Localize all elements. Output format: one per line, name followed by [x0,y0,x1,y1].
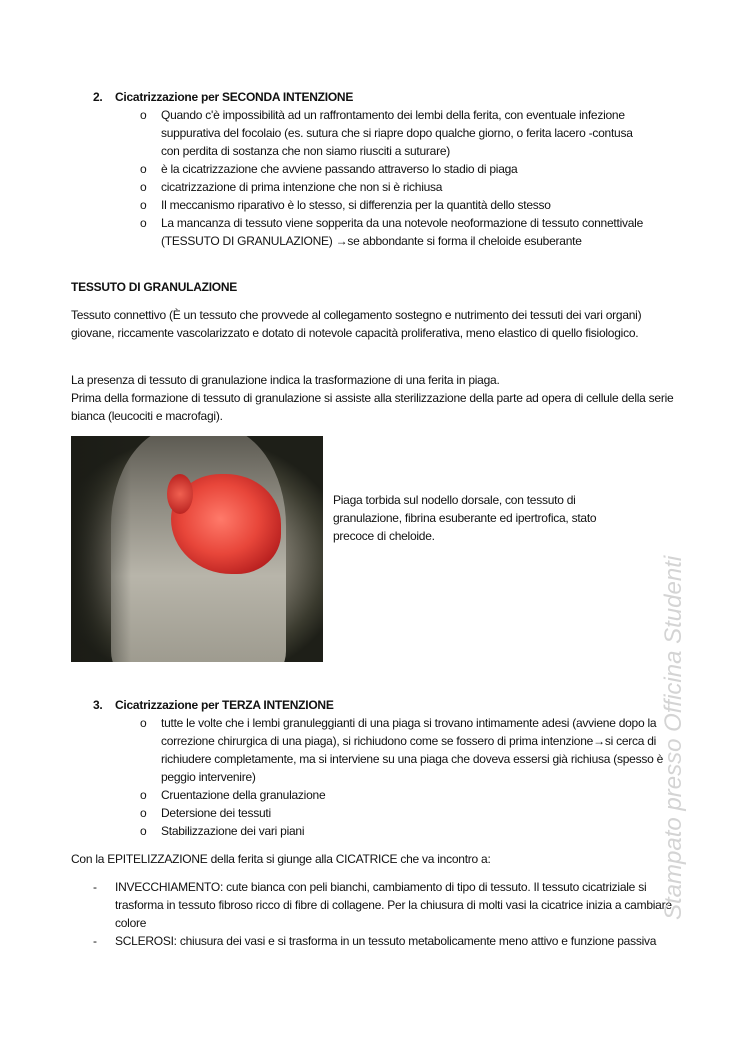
granulation-paragraph-2: La presenza di tessuto di granulazione indica la trasformazione di una ferita in piaga. Prima della formazione di tessuto di granulazione si assiste alla sterilizzazione della parte ad opera di cellule della serie bianca (leucociti e macrofagi). [71,373,674,423]
list-item: o Il meccanismo riparativo è lo stesso, si differenzia per la quantità dello stesso [140,198,551,212]
section-2-list [140,106,650,250]
granulation-paragraph-1: Tessuto connettivo (È un tessuto che provvede al collegamento sostegno e nutrimento dei tessuti dei vari organi) giovane, riccamente vascolarizzato e dotato di notevole capacità proliferativa, meno elastico di quello fisiologico. [71,308,642,340]
list-item: o Detersione dei tessuti [140,806,271,820]
section-2-heading: 2. Cicatrizzazione per SECONDA INTENZIONE [93,90,354,104]
list-item: o La mancanza di tessuto viene sopperita da una notevole neoformazione di tessuto connettivale (TESSUTO DI GRANULAZIONE) →se abbondante si forma il cheloide esuberante [140,216,643,248]
list-item: - SCLEROSI: chiusura dei vasi e si trasforma in un tessuto metabolicamente meno attivo e funzione passiva [93,934,657,948]
watermark: Stampato presso Officina Studenti [660,555,687,920]
section-3-heading: 3. Cicatrizzazione per TERZA INTENZIONE [93,698,334,712]
section-3-list [140,714,670,840]
list-item: o Stabilizzazione dei vari piani [140,824,305,838]
list-item: - INVECCHIAMENTO: cute bianca con peli bianchi, cambiamento di tipo di tessuto. Il tessuto cicatriziale si trasforma in tessuto fibroso ricco di fibre di collagene. Per la chiusura di molti vasi la cicatrice inizia a cambiare colore [93,880,672,930]
epithelization-intro: Con la EPITELIZZAZIONE della ferita si giunge alla CICATRICE che va incontro a: [71,852,491,866]
list-item: o tutte le volte che i lembi granuleggianti di una piaga si trovano intimamente adesi (avviene dopo la correzione chirurgica di una piaga), si richiudono come se fossero di prima intenzione→si cerca di richiudere completamente, ma si interviene su una piaga che doveva essersi già richiusa (spesso è peggio intervenire) [140,716,664,784]
list-item: o Cruentazione della granulazione [140,788,326,802]
list-item: o è la cicatrizzazione che avviene passando attraverso lo stadio di piaga [140,162,518,176]
list-item: o Quando c'è impossibilità ad un raffrontamento dei lembi della ferita, con eventuale infezione suppurativa del focolaio (es. sutura che si riapre dopo qualche giorno, o ferita lacero -contusa con perdita di sostanza che non siamo riusciti a suturare) [140,108,633,158]
wound-photo [71,436,323,662]
epithelization-list [93,878,673,950]
photo-caption: Piaga torbida sul nodello dorsale, con tessuto di granulazione, fibrina esuberante ed ipertrofica, stato precoce di cheloide. [333,493,597,543]
list-item: o cicatrizzazione di prima intenzione che non si è richiusa [140,180,443,194]
granulation-heading: TESSUTO DI GRANULAZIONE [71,280,238,294]
